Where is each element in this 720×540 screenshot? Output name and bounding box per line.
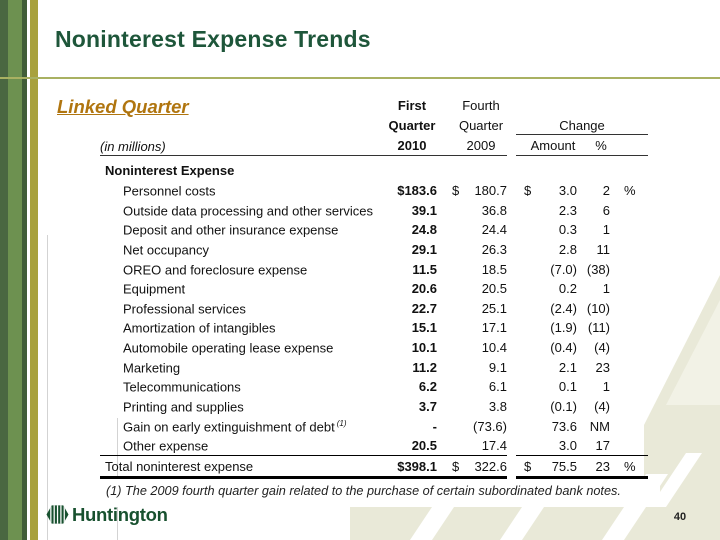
cell-q4-2009: 24.4 [481,222,507,238]
row-label: Printing and supplies [123,399,244,415]
table-row [100,203,638,223]
row-label: Professional services [123,301,246,317]
header-underline-left [100,155,507,156]
page-number: 40 [673,511,687,523]
cell-change-amount: (0.1) [550,399,577,415]
units-label: (in millions) [100,139,166,154]
col-header-first-quarter: Quarter [388,118,436,133]
cell-change-percent: (10) [586,300,610,316]
cell-q1-2010: - [432,418,437,434]
table-row [100,399,638,419]
cell-q4-2009: 25.1 [481,300,507,316]
cell-change-percent: 17 [595,438,610,454]
table-rows [100,183,638,458]
row-label: Deposit and other insurance expense [123,222,339,238]
dollar-sign: $ [524,183,532,198]
cell-q1-2010: $398.1 [397,459,437,474]
row-label: Personnel costs [123,183,216,199]
cell-change-percent: NM [589,418,610,434]
sidebar-stripe-dark-green [0,0,8,540]
cell-change-percent: 6 [602,202,610,218]
page-title: Noninterest Expense Trends [55,26,371,52]
huntington-hexagon-icon [46,503,69,526]
cell-q4-2009: 17.1 [481,320,507,336]
cell-q4-2009: 26.3 [481,241,507,257]
table-row [100,301,638,321]
cell-change-percent: (4) [594,399,610,415]
cell-q1-2010: $183.6 [397,183,437,198]
cell-change-amount: 2.1 [558,359,577,375]
cell-q4-2009: 6.1 [488,379,507,395]
percent-sign: % [624,183,636,198]
table-group-header: Noninterest Expense [105,163,235,178]
cell-change-percent: 23 [595,459,610,474]
cell-change-percent: 1 [602,222,610,238]
col-header-2010: 2010 [397,138,427,153]
cell-change-percent: 1 [602,281,610,297]
cell-change-amount: 73.6 [551,418,577,434]
cell-q1-2010: 22.7 [411,300,437,316]
cell-q4-2009: 20.5 [481,281,507,297]
row-label: Marketing [123,360,181,376]
cell-change-amount: 3.0 [558,183,577,198]
cell-change-percent: 2 [602,183,610,198]
row-label: Other expense [123,438,209,454]
col-header-change: Change [559,118,605,133]
cell-q1-2010: 20.6 [411,281,437,297]
row-label: Total noninterest expense [105,459,254,474]
col-header-fourth: Fourth [462,98,500,113]
table-row [100,262,638,282]
dollar-sign: $ [524,459,532,474]
cell-q1-2010: 11.2 [412,359,437,375]
percent-sign: % [624,459,636,474]
cell-change-percent: (4) [594,340,610,356]
sidebar-stripe-mid-green [8,0,22,540]
cell-q1-2010: 6.2 [418,379,437,395]
cell-q1-2010: 11.5 [412,261,437,277]
dollar-sign: $ [452,183,460,198]
cell-change-percent: (38) [586,261,610,277]
table-row [100,242,638,262]
cell-change-percent: 23 [595,359,610,375]
table-row [100,222,638,242]
cell-change-amount: 2.8 [558,241,577,257]
cell-change-amount: (7.0) [550,261,577,277]
footnote-marker: (1) [336,418,347,428]
cell-change-amount: (0.4) [550,340,577,356]
sidebar-stripe-olive [30,0,38,540]
table-row [100,419,638,439]
total-rule-top-left [100,455,507,456]
row-label: Net occupancy [123,242,209,258]
cell-q4-2009: 17.4 [481,438,507,454]
cell-q1-2010: 10.1 [411,340,437,356]
cell-change-amount: 0.3 [558,222,577,238]
cell-q1-2010: 39.1 [411,202,437,218]
col-header-first: First [397,98,427,113]
cell-change-amount: (1.9) [550,320,577,336]
table-row [100,340,638,360]
sidebar-stripe-deep-green [22,0,27,540]
cell-change-amount: 0.2 [558,281,577,297]
cell-q1-2010: 29.1 [411,241,437,257]
cell-q1-2010: 15.1 [411,320,437,336]
col-header-2009: 2009 [466,138,496,153]
cell-change-percent: 1 [602,379,610,395]
row-label: Gain on early extinguishment of debt $^{(1)}$ [123,418,347,435]
row-label: Telecommunications [123,379,241,395]
title-divider-rule [0,77,720,79]
cell-q4-2009: 10.4 [481,340,507,356]
dollar-sign: $ [452,459,460,474]
row-label: OREO and foreclosure expense [123,261,308,277]
cell-q4-2009: 180.7 [474,183,507,198]
table-row [100,183,638,203]
footnote-text: (1) The 2009 fourth quarter gain related to the purchase of certain subordinated bank notes. [106,484,621,498]
table-row [100,379,638,399]
header-underline-right [516,155,648,156]
cell-change-amount: 3.0 [558,438,577,454]
table-row [100,281,638,301]
total-rule-top-right [516,455,648,456]
cell-change-amount: 0.1 [558,379,577,395]
total-rule-bottom-right [516,476,648,479]
cell-q4-2009: 36.8 [481,202,507,218]
cell-q4-2009: 322.6 [474,459,507,474]
col-header-percent: % [595,138,607,153]
logo-wordmark: Huntington [72,503,168,525]
row-label: Outside data processing and other services [123,202,374,218]
table-row [100,360,638,380]
cell-q1-2010: 24.8 [411,222,437,238]
table-row [100,320,638,340]
row-label: Equipment [123,281,186,297]
cell-change-amount: 2.3 [558,202,577,218]
cell-change-percent: 11 [596,241,610,257]
cell-q4-2009: 18.5 [481,261,507,277]
cell-q4-2009: (73.6) [473,418,507,434]
row-label: Amortization of intangibles [123,320,276,336]
total-rule-bottom-left [100,476,507,479]
cell-q4-2009: 3.8 [488,399,507,415]
cell-q1-2010: 3.7 [418,399,437,415]
cell-q4-2009: 9.1 [488,359,507,375]
section-heading: Linked Quarter [57,96,189,117]
template-guide-line [47,235,48,540]
cell-change-percent: (11) [587,320,610,336]
huntington-logo [46,503,168,526]
change-header-underline [516,134,648,135]
col-header-fourth-quarter: Quarter [458,118,504,133]
cell-change-amount: (2.4) [550,300,577,316]
cell-q1-2010: 20.5 [411,438,437,454]
cell-change-amount: 75.5 [551,459,577,474]
col-header-amount: Amount [530,138,576,153]
row-label: Automobile operating lease expense [123,340,334,356]
